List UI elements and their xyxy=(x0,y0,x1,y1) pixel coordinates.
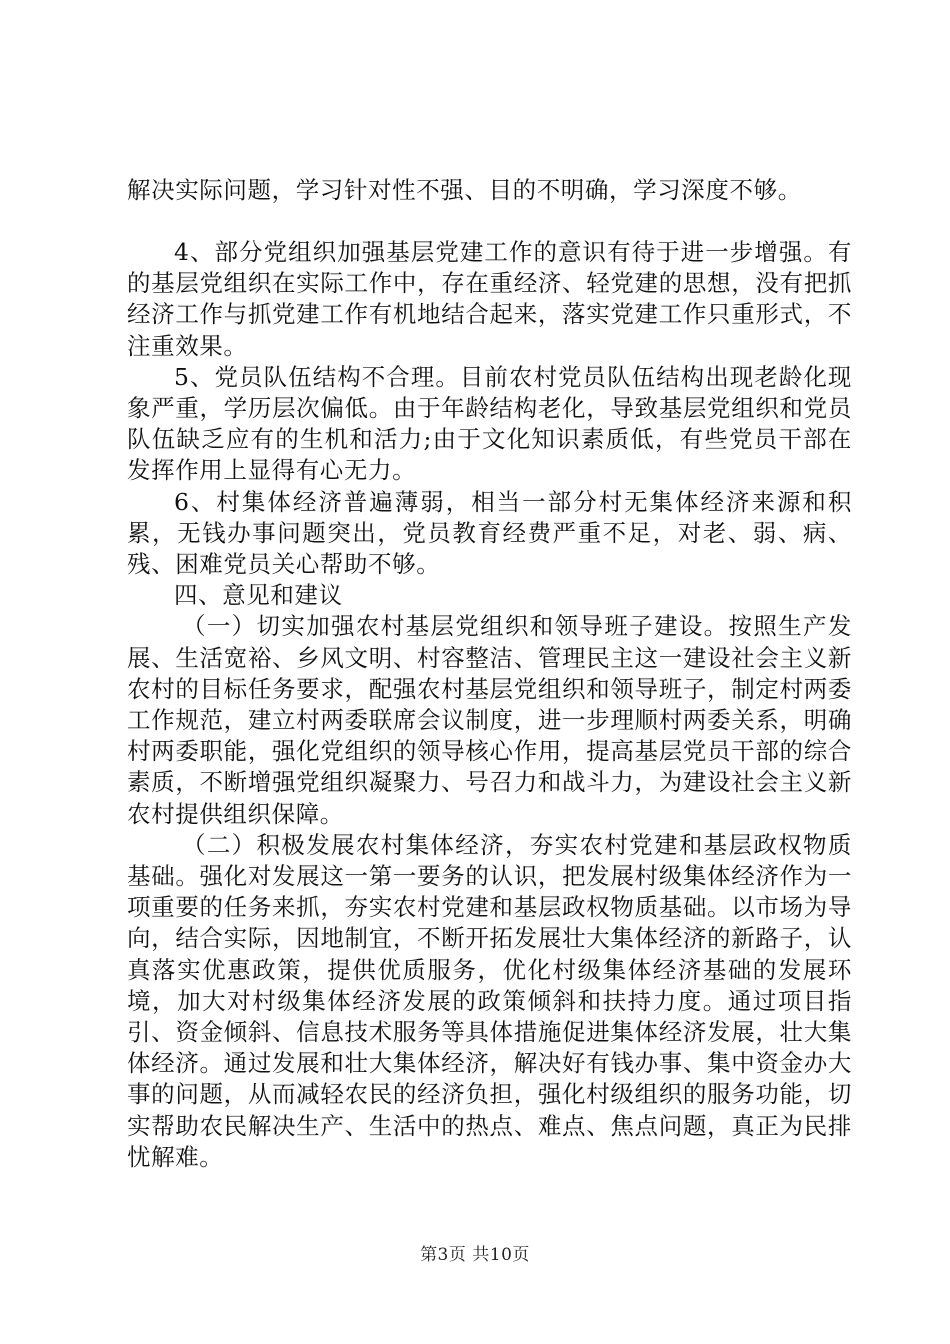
body-text-block xyxy=(127,237,852,1173)
suggestion-2: （二）积极发展农村集体经济，夯实农村党建和基层政权物质基础。强化对发展这一第一要务的认识，把发展村级集体经济作为一项重要的任务来抓，夯实农村党建和基层政权物质基础。以市场为导向，结合实际，因地制宜，不断开拓发展壮大集体经济的新路子，认真落实优惠政策，提供优质服务，优化村级集体经济基础的发展环境，加大对村级集体经济发展的政策倾斜和扶持力度。通过项目指引、资金倾斜、信息技术服务等具体措施促进集体经济发展，壮大集体经济。通过发展和壮大集体经济，解决好有钱办事、集中资金办大事的问题，从而减轻农民的经济负担，强化村级组织的服务功能，切实帮助农民解决生产、生活中的热点、难点、焦点问题，真正为民排忧解难。 xyxy=(127,830,852,1171)
first-text-block xyxy=(127,175,852,206)
paragraph-item-5: 5、党员队伍结构不合理。目前农村党员队伍结构出现老龄化现象严重，学历层次偏低。由于年龄结构老化，导致基层党组织和党员队伍缺乏应有的生机和活力;由于文化知识素质低，有些党员干部在发挥作用上显得有心无力。 xyxy=(127,362,852,485)
paragraph-item-4: 4、部分党组织加强基层党建工作的意识有待于进一步增强。有的基层党组织在实际工作中，存在重经济、轻党建的思想，没有把抓经济工作与抓党建工作有机地结合起来，落实党建工作只重形式，不注重效果。 xyxy=(127,238,852,360)
page-number-footer: 第3页 共10页 xyxy=(420,1245,530,1265)
paragraph-item-6: 6、村集体经济普遍薄弱，相当一部分村无集体经济来源和积累，无钱办事问题突出，党员教育经费严重不足，对老、弱、病、残、困难党员关心帮助不够。 xyxy=(127,487,852,579)
suggestion-1: （一）切实加强农村基层党组织和领导班子建设。按照生产发展、生活宽裕、乡风文明、村容整洁、管理民主这一建设社会主义新农村的目标任务要求，配强农村基层党组织和领导班子，制定村两委工作规范，建立村两委联席会议制度，进一步理顺村两委关系，明确村两委职能，强化党组织的领导核心作用，提高基层党员干部的综合素质，不断增强党组织凝聚力、号召力和战斗力，为建设社会主义新农村提供组织保障。 xyxy=(127,612,852,828)
section-heading: 四、意见和建议 xyxy=(174,581,343,610)
continued-paragraph: 解决实际问题，学习针对性不强、目的不明确，学习深度不够。 xyxy=(127,176,802,204)
